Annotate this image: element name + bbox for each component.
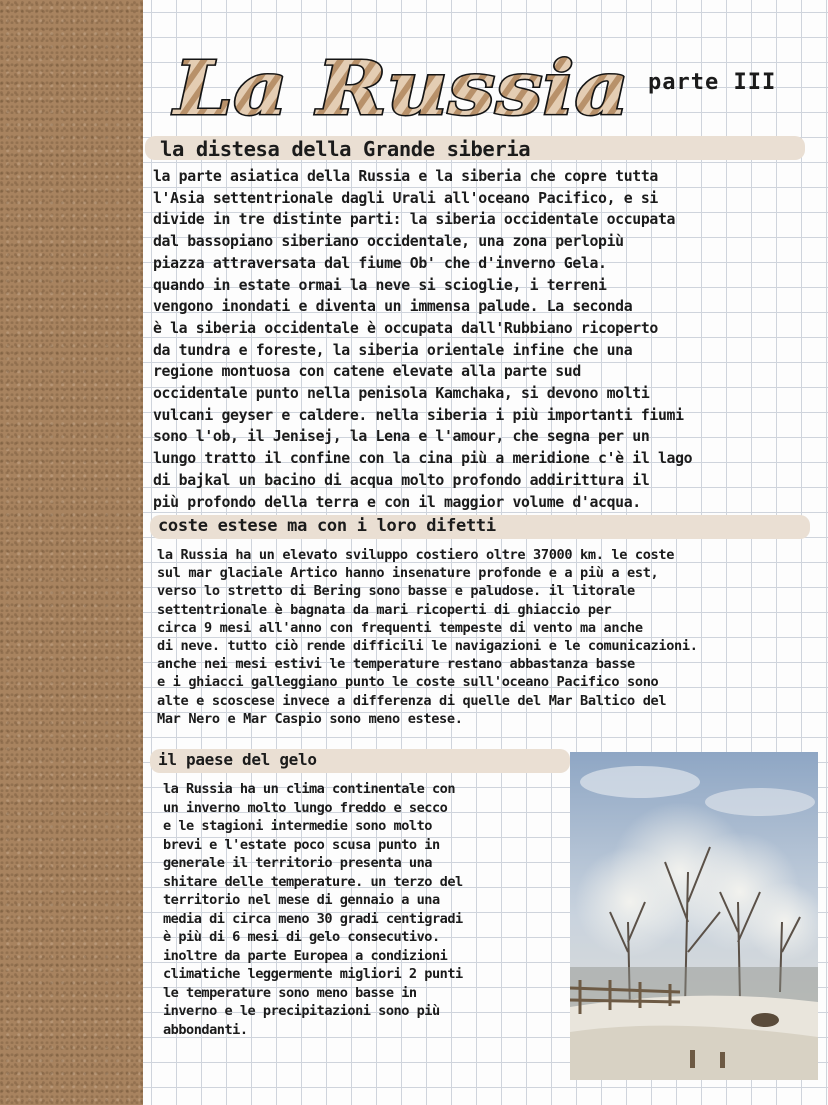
page-title-text: La Russia xyxy=(171,46,629,132)
section-1-paragraph: la parte asiatica della Russia e la siberia che copre tutta l'Asia settentrionale dagli Urali all'oceano Pacifico, e si divide in tre distinte parti: la siberia occidentale occupata dal bassopiano siberiano occidentale, una zona perlopiù piazza attraversata dal fiume Ob' che d'inverno Gela. quando in estate ormai la neve si scioglie, i terreni vengono inondati e diventa un immensa palude. La seconda è la siberia occidentale è occupata dall'Rubbiano ricoperto da tundra e foreste, la siberia orientale infine che una regione montuosa con catene elevate alla parte sud occidentale punto nella penisola Kamchaka, si devono molti vulcani geyser e caldere. nella siberia i più importanti fiumi sono l'ob, il Jenisej, la Lena e l'amour, che segna per un lungo tratto il confine con la cina più a meridione c'è il lago di bajkal un bacino di acqua molto profondo addirittura il più profondo della terra e con il maggior volume d'acqua. xyxy=(153,168,693,511)
kraft-paper-border xyxy=(0,0,143,1105)
winter-landscape-painting xyxy=(570,752,818,1080)
page-title xyxy=(170,30,640,140)
section-3-heading: il paese del gelo xyxy=(158,750,317,769)
section-3-paragraph: la Russia ha un clima continentale con un inverno molto lungo freddo e secco e le stagioni intermedie sono molto brevi e l'estate poco scusa punto in generale il territorio presenta una shitare delle temperature. un terzo del territorio nel mese di gennaio a una media di circa meno 30 gradi centigradi è più di 6 mesi di gelo consecutivo. inoltre da parte Europea a condizioni climatiche leggermente migliori 2 punti le temperature sono meno basse in inverno e le precipitazioni sono più abbondanti. xyxy=(163,781,463,1038)
section-2-paragraph: la Russia ha un elevato sviluppo costiero oltre 37000 km. le coste sul mar glaciale Artico hanno insenature profonde e a più a est, verso lo stretto di Bering sono basse e paludose. il litorale settentrionale è bagnata da mari ricoperti di ghiaccio per circa 9 mesi all'anno con frequenti tempeste di vento ma anche di neve. tutto ciò rende difficili le navigazioni e le comunicazioni. anche nei mesi estivi le temperature restano abbastanza basse e i ghiacci galleggiano punto le coste sull'oceano Pacifico sono alte e scoscese invece a differenza di quelle del Mar Baltico del Mar Nero e Mar Caspio sono meno estese. xyxy=(157,547,698,727)
section-1-heading: la distesa della Grande siberia xyxy=(160,137,531,161)
page-subtitle: parte III xyxy=(648,70,777,95)
section-2-heading: coste estese ma con i loro difetti xyxy=(158,516,496,536)
